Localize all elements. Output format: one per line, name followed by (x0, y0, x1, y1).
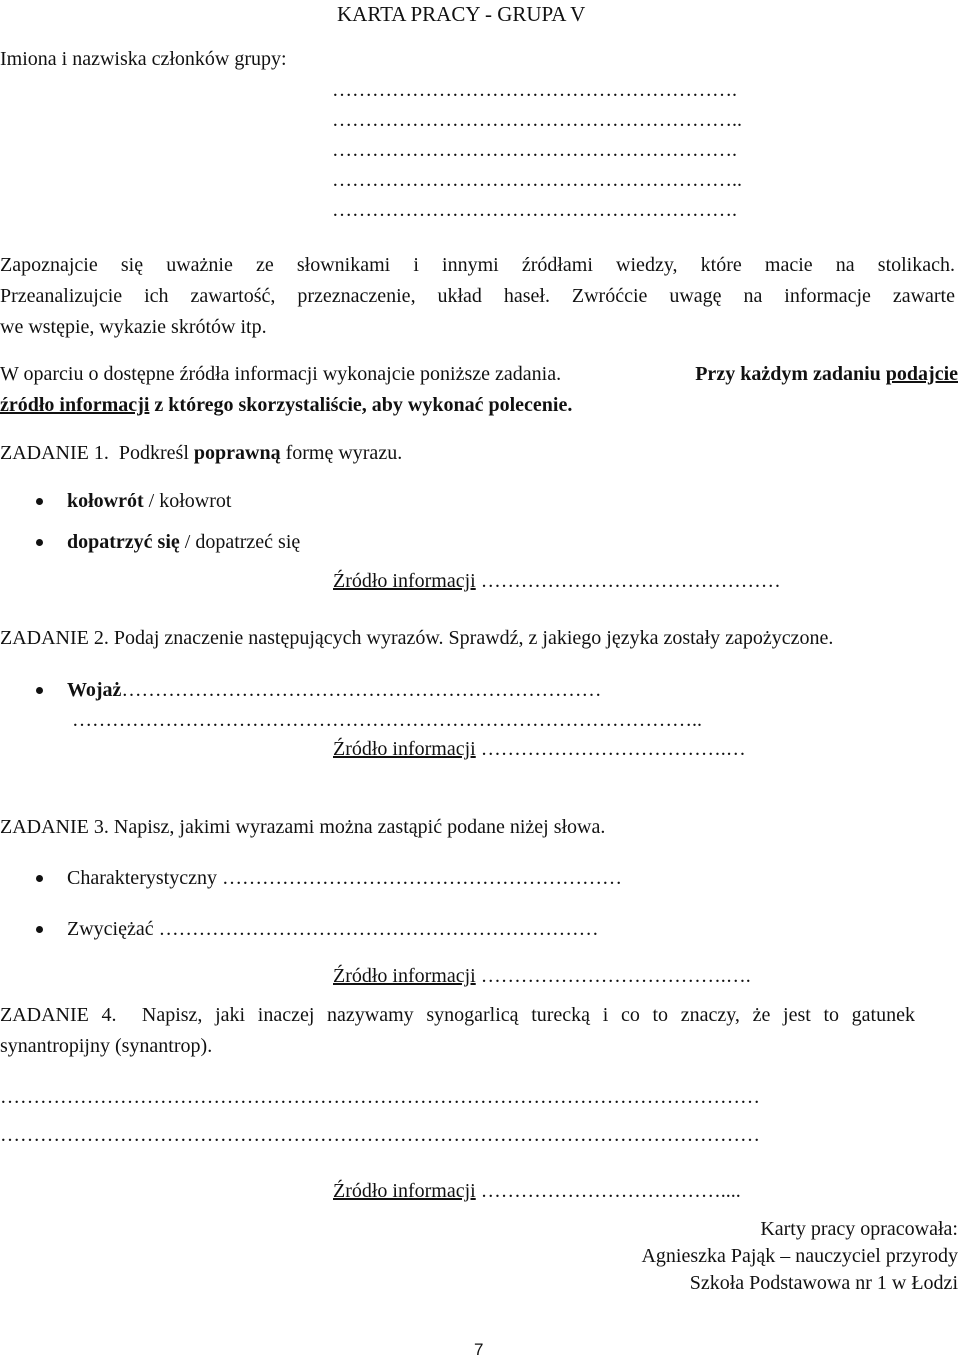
task1-item-1-option-a[interactable]: kołowrót (67, 490, 144, 512)
instructions-bold-text: Przy każdym zadaniu (695, 363, 881, 385)
intro-line-1: Zapoznajcie się uważnie ze słownikami i innymi źródłami wiedzy, które macie na stolikach. (0, 254, 955, 276)
task3-heading: ZADANIE 3. (0, 816, 109, 838)
task3-text: Napisz, jakimi wyrazami można zastąpić podane niżej słowa. (113, 816, 606, 838)
members-label: Imiona i nazwiska członków grupy: (0, 48, 287, 70)
task4-dots-1[interactable]: …………………………………………………………………………………………………… (0, 1086, 760, 1108)
member-line-3: ……………………………………………………. (332, 139, 737, 161)
instructions-line-2 (0, 393, 572, 417)
task1-item-2-option-a[interactable]: dopatrzyć się (67, 531, 180, 553)
task2-text: Podaj znaczenie następujących wyrazów. Sprawdź, z jakiego języka zostały zapożyczone. (113, 627, 834, 649)
source-label: Źródło informacji (333, 965, 476, 987)
source-label: Źródło informacji (333, 738, 476, 760)
source-label: Źródło informacji (333, 570, 476, 592)
bullet-icon (36, 687, 43, 694)
task2-source (333, 737, 746, 761)
instructions-underlined-2: źródło informacji (0, 394, 150, 416)
source-dots[interactable]: ……………………………………… (480, 570, 781, 592)
instructions-bold-text-2: z którego skorzystaliście, aby wykonać polecenie. (154, 394, 573, 416)
page-title: KARTA PRACY - GRUPA V (337, 2, 586, 26)
task3-item-1 (67, 866, 622, 890)
task2-line (0, 626, 833, 650)
intro-line-3: we wstępie, wykazie skrótów itp. (0, 316, 267, 338)
bullet-icon (36, 539, 43, 546)
task1-heading: ZADANIE 1. (0, 442, 109, 464)
footer-author-label: Karty pracy opracowała: (760, 1218, 958, 1240)
task4-text-1: Napisz, jaki inaczej nazywamy synogarlicą turecką i co to znaczy, że jest to gatunek (141, 1004, 915, 1026)
task2-heading: ZADANIE 2. (0, 627, 109, 649)
task1-item-2[interactable] (67, 530, 300, 554)
source-dots[interactable]: ……………………………….... (480, 1180, 741, 1202)
instructions-bold (695, 362, 958, 386)
task1-item-2-option-b[interactable]: / dopatrzeć się (179, 531, 301, 553)
task3-item-2 (67, 917, 599, 941)
instructions-underlined-1: podajcie (885, 363, 958, 385)
task1-line (0, 441, 402, 465)
task1-text-c: formę wyrazu. (285, 442, 403, 464)
page-number: 7 (474, 1340, 484, 1359)
task2-extra-dots[interactable]: ………………………………………………………………………………….. (72, 709, 702, 731)
bullet-icon (36, 875, 43, 882)
footer-school: Szkoła Podstawowa nr 1 w Łodzi (689, 1272, 958, 1294)
instructions-line-1 (0, 362, 958, 386)
member-line-4: …………………………………………………….. (332, 169, 742, 191)
task3-item-2-dots[interactable]: ………………………………………………………… (158, 918, 599, 940)
bullet-icon (36, 498, 43, 505)
member-line-2: …………………………………………………….. (332, 109, 742, 131)
footer-author-name: Agnieszka Pająk – nauczyciel przyrody (641, 1245, 958, 1267)
task1-source (333, 569, 781, 593)
source-dots[interactable]: ……………………………….… (480, 738, 746, 760)
intro-line-2: Przeanalizujcie ich zawartość, przeznaczenie, układ haseł. Zwróćcie uwagę na informacje zawarte (0, 285, 955, 307)
source-dots[interactable]: ……………………………….…. (480, 965, 751, 987)
task3-item-1-dots[interactable]: …………………………………………………… (221, 867, 622, 889)
bullet-icon (36, 926, 43, 933)
task2-item (67, 678, 601, 702)
member-line-1: ……………………………………………………. (332, 79, 737, 101)
task4-heading: ZADANIE 4. (0, 1004, 117, 1026)
task1-item-1-option-b[interactable]: / kołowrot (143, 490, 232, 512)
task4-text-2: synantropijny (synantrop). (0, 1035, 213, 1057)
task2-item-dots[interactable]: ……………………………………………………………… (121, 679, 602, 701)
task4-dots-2[interactable]: …………………………………………………………………………………………………… (0, 1124, 760, 1146)
task3-source (333, 964, 751, 988)
task3-line (0, 815, 605, 839)
task4-line-1 (0, 1003, 915, 1027)
task2-item-word: Wojaż (67, 679, 122, 701)
task3-item-1-word: Charakterystyczny (67, 867, 217, 889)
task4-source (333, 1179, 741, 1203)
task1-text-a: Podkreśl (118, 442, 189, 464)
instructions-plain: W oparciu o dostępne źródła informacji wykonajcie poniższe zadania. (0, 363, 562, 385)
task1-item-1[interactable] (67, 489, 231, 513)
task1-text-b: poprawną (193, 442, 281, 464)
task3-item-2-word: Zwyciężać (67, 918, 154, 940)
member-line-5: ……………………………………………………. (332, 199, 737, 221)
source-label: Źródło informacji (333, 1180, 476, 1202)
